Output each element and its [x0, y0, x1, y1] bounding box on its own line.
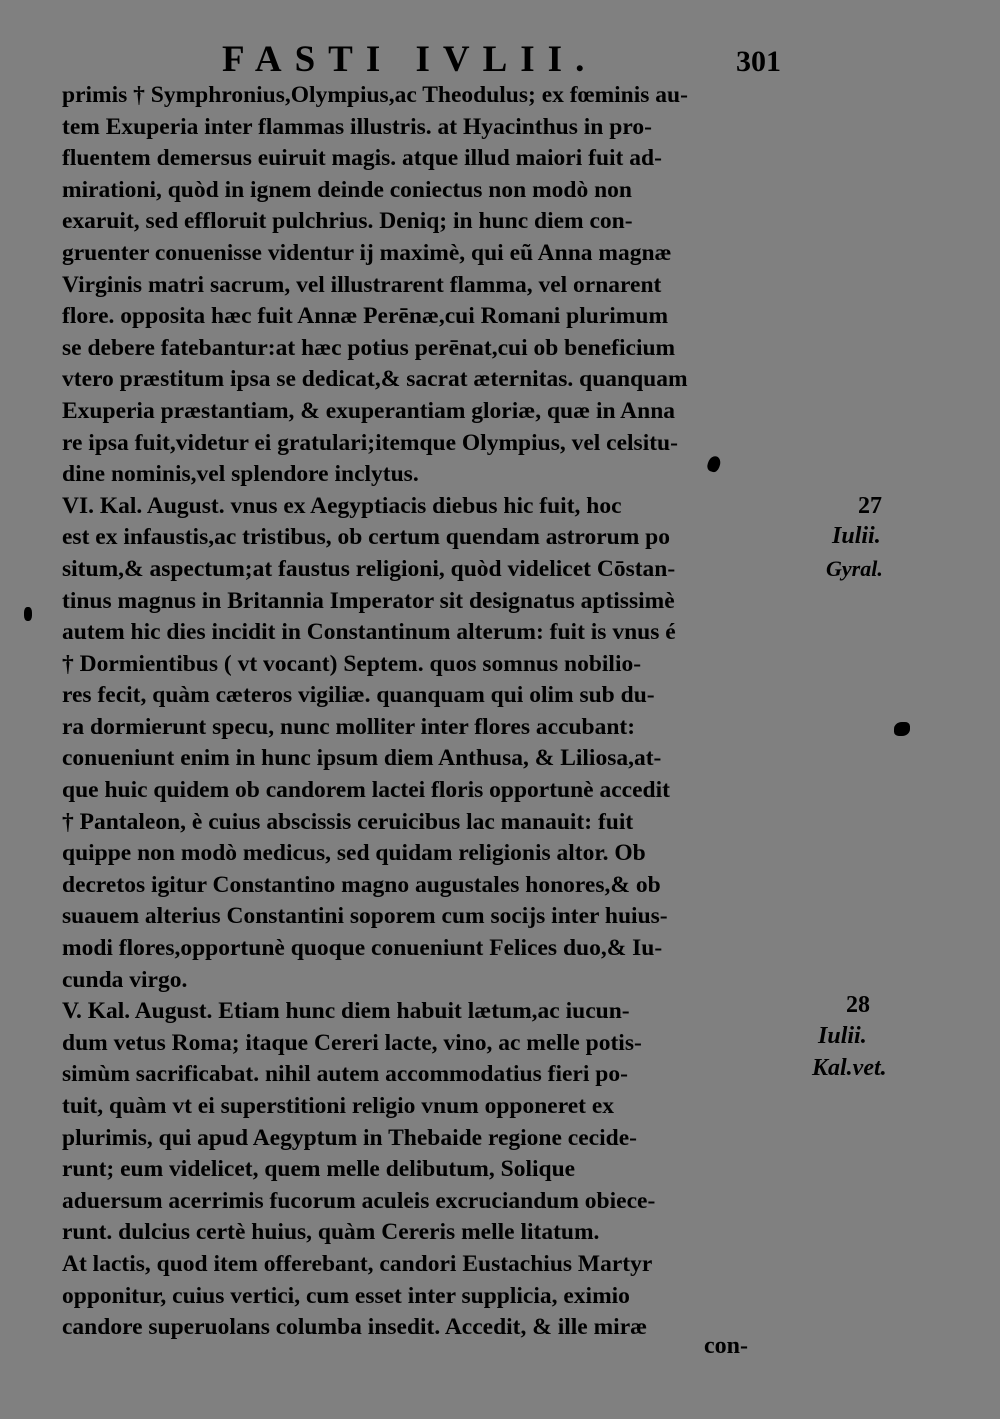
margin-date-27: 27 — [858, 493, 882, 519]
margin-month-iulii-2: Iulii. — [818, 1023, 867, 1049]
running-title: FASTI IVLII. — [222, 39, 598, 80]
text-line: situm,& aspectum;at faustus religioni, quòd videlicet Cōstan- — [62, 555, 676, 582]
text-line: † Pantaleon, è cuius abscissis ceruicibus lac manauit: fuit — [62, 808, 634, 835]
text-line: modi flores,opportunè quoque conueniunt Felices duo,& Iu- — [62, 935, 663, 962]
text-line: gruenter conuenisse videntur ij maximè, qui eũ Anna magnæ — [62, 239, 672, 266]
text-line: exaruit, sed effloruit pulchrius. Deniq; in hunc diem con- — [62, 208, 633, 235]
text-line: conueniunt enim in hunc ipsum diem Anthusa, & Liliosa,at- — [62, 745, 662, 772]
margin-date-28: 28 — [846, 992, 870, 1018]
text-line: V. Kal. August. Etiam hunc diem habuit lætum,ac iucun- — [62, 998, 630, 1025]
text-line: plurimis, qui apud Aegyptum in Thebaide regione cecide- — [62, 1124, 637, 1151]
text-line: At lactis, quod item offerebant, candori Eustachius Martyr — [62, 1250, 653, 1277]
text-line: mirationi, quòd in ignem deinde coniectus non modò non — [62, 176, 632, 203]
ink-mark-margin — [894, 722, 910, 736]
text-line: cunda virgo. — [62, 966, 188, 993]
text-line: suauem alterius Constantini soporem cum socijs inter huius- — [62, 903, 668, 930]
text-line: tuit, quàm vt ei superstitioni religio vnum opponeret ex — [62, 1093, 615, 1119]
page-header — [0, 28, 1000, 88]
text-line: aduersum acerrimis fucorum aculeis excruciandum obiece- — [62, 1187, 656, 1214]
text-line: est ex infaustis,ac tristibus, ob certum quendam astrorum po — [62, 524, 670, 551]
text-line: dum vetus Roma; itaque Cereri lacte, vino, ac melle potis- — [62, 1029, 642, 1056]
body-text — [62, 80, 814, 1344]
text-line: opponitur, cuius vertici, cum esset inter supplicia, eximio — [62, 1282, 630, 1309]
text-line: se debere fatebantur:at hæc potius perēnat,cui ob beneficium — [62, 334, 676, 361]
text-line: quippe non modò medicus, sed quidam religionis altor. Ob — [62, 840, 646, 867]
text-line: primis † Symphronius,Olympius,ac Theodulus; ex fœminis au- — [62, 82, 688, 108]
text-line: ra dormierunt specu, nunc molliter inter flores accubant: — [62, 713, 636, 740]
text-line: res fecit, quàm cæteros vigiliæ. quanquam qui olim sub du- — [62, 682, 655, 709]
text-line: flore. opposita hæc fuit Annæ Perēnæ,cui Romani plurimum — [62, 303, 669, 330]
text-line: tem Exuperia inter flammas illustris. at Hyacinthus in pro- — [62, 113, 652, 140]
text-line: candore superuolans columba insedit. Accedit, & ille miræ — [62, 1314, 648, 1341]
text-line: Virginis matri sacrum, vel illustrarent flamma, vel ornarent — [62, 271, 662, 298]
ink-mark — [24, 607, 32, 621]
text-line: simùm sacrificabat. nihil autem accommodatius fieri po- — [62, 1061, 628, 1088]
margin-month-iulii-1: Iulii. — [832, 523, 881, 549]
text-line: decretos igitur Constantino magno augustales honores,& ob — [62, 871, 661, 898]
text-line: runt. dulcius certè huius, quàm Cereris melle litatum. — [62, 1219, 600, 1246]
text-line: dine nominis,vel splendore inclytus. — [62, 461, 419, 488]
page-number: 301 — [736, 45, 781, 78]
catchword: con- — [704, 1333, 748, 1359]
margin-source-kalvet: Kal.vet. — [812, 1055, 887, 1081]
text-line: re ipsa fuit,videtur ei gratulari;itemque Olympius, vel celsitu- — [62, 429, 678, 456]
text-line: autem hic dies incidit in Constantinum alterum: fuit is vnus é — [62, 619, 676, 646]
text-line: † Dormientibus ( vt vocant) Septem. quos somnus nobilio- — [62, 650, 642, 677]
text-line: runt; eum videlicet, quem melle delibutum, Solique — [62, 1156, 576, 1183]
text-line: vtero præstitum ipsa se dedicat,& sacrat æternitas. quanquam — [62, 366, 688, 393]
text-line: fluentem demersus euiruit magis. atque illud maiori fuit ad- — [62, 145, 662, 172]
text-line: Exuperia præstantiam, & exuperantiam gloriæ, quæ in Anna — [62, 397, 676, 424]
text-line: VI. Kal. August. vnus ex Aegyptiacis diebus hic fuit, hoc — [62, 492, 622, 519]
text-line: tinus magnus in Britannia Imperator sit designatus aptissimè — [62, 587, 675, 614]
text-line: que huic quidem ob candorem lactei floris opportunè accedit — [62, 777, 670, 804]
margin-source-gyral: Gyral. — [826, 556, 883, 581]
